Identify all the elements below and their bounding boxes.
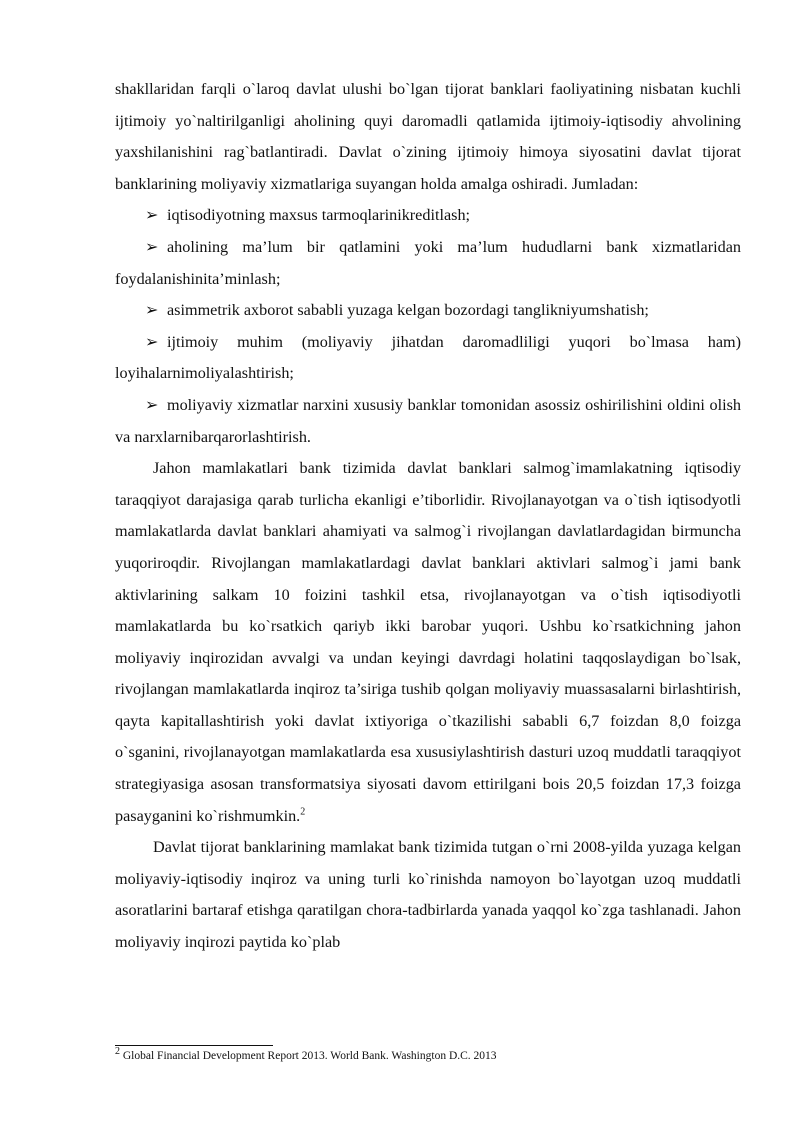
bullet-text: ijtimoiy muhim (moliyaviy jihatdan daromadliligi yuqori bo`lmasa ham) loyihalarnimoliyalashtirish; (115, 332, 741, 383)
body-text (115, 74, 741, 959)
bullet-text: moliyaviy xizmatlar narxini xususiy banklar tomonidan asossiz oshirilishini oldini olish va narxlarnibarqarorlashtirish. (115, 395, 741, 446)
arrow-bullet-icon: ➢ (145, 332, 159, 351)
footnote-divider (115, 1045, 273, 1046)
bullet-text: asimmetrik axborot sababli yuzaga kelgan bozordagi tanglikniyumshatish; (167, 301, 649, 320)
footnote (115, 1046, 741, 1064)
bullet-item-3 (115, 295, 741, 327)
footnote-text: Global Financial Development Report 2013. World Bank. Washington D.C. 2013 (122, 1050, 497, 1062)
paragraph-2 (115, 453, 741, 832)
bullet-item-5 (115, 390, 741, 453)
arrow-bullet-icon: ➢ (145, 301, 159, 320)
arrow-bullet-icon: ➢ (145, 237, 159, 256)
bullet-item-2 (115, 232, 741, 295)
arrow-bullet-icon: ➢ (145, 395, 159, 414)
bullet-item-4 (115, 327, 741, 390)
footnote-number: 2 (115, 1046, 120, 1058)
paragraph-3: Davlat tijorat banklarining mamlakat bank tizimida tutgan o`rni 2008-yilda yuzaga kelgan moliyaviy-iqtisodiy inqiroz va uning turli ko`rinishda namoyon bo`layotgan uzoq muddatli asoratlarini bartaraf etishga qaratilgan chora-tadbirlarda yanada yaqqol ko`zga tashlanadi. Jahon moliyaviy inqirozi paytida ko`plab (115, 838, 741, 952)
bullet-text: iqtisodiyotning maxsus tarmoqlarinikreditlash; (167, 206, 471, 225)
paragraph-1: shakllaridan farqli o`laroq davlat ulushi bo`lgan tijorat banklari faoliyatining nisbatan kuchli ijtimoiy yo`naltirilganligi aholining quyi daromadli qatlamida ijtimoiy-iqtisodiy ahvolining yaxshilanishini rag`batlantiradi. Davlat o`zining ijtimoiy himoya siyosatini davlat tijorat banklarining moliyaviy xizmatlariga suyangan holda amalga oshiradi. Jumladan: (115, 80, 741, 193)
bullet-text: aholining ma’lum bir qatlamini yoki ma’lum hududlarni bank xizmatlaridan foydalanishinita’minlash; (115, 237, 741, 288)
arrow-bullet-icon: ➢ (145, 206, 159, 225)
footnote-reference[interactable]: 2 (300, 806, 306, 818)
paragraph-2-text: Jahon mamlakatlari bank tizimida davlat banklari salmog`imamlakatning iqtisodiy taraqqiyot darajasiga qarab turlicha ekanligi e’tiborlidir. Rivojlanayotgan va o`tish iqtisodyotli mamlakatlarda davlat banklari ahamiyati va salmog`i rivojlangan davlatlardagidan birmuncha yuqoriroqdir. Rivojlangan mamlakatlardagi davlat banklari aktivlari salmog`i jami bank aktivlarining salkam 10 foizini tashkil etsa, rivojlanayotgan va o`tish iqtisodiyotli mamlakatlarda bu ko`rsatkich qariyb ikki barobar yuqori. Ushbu ko`rsatkichning jahon moliyaviy inqirozidan avvalgi va undan keyingi davrdagi holatini taqqoslaydigan bo`lsak, rivojlangan mamlakatlarda inqiroz ta’siriga tushib qolgan moliyaviy muassasalarni birlashtirish, qayta kapitallashtirish yoki davlat ixtiyoriga o`tkazilishi sababli 6,7 foizdan 8,0 foizga o`sganini, rivojlanayotgan mamlakatlarda esa xususiylashtirish dasturi uzoq muddatli taraqqiyot strategiyasiga asosan transformatsiya siyosati davom ettirilgani bois 20,5 foizdan 17,3 foizga pasayganini ko`rishmumkin. (115, 459, 741, 825)
bullet-item-1 (115, 200, 741, 232)
